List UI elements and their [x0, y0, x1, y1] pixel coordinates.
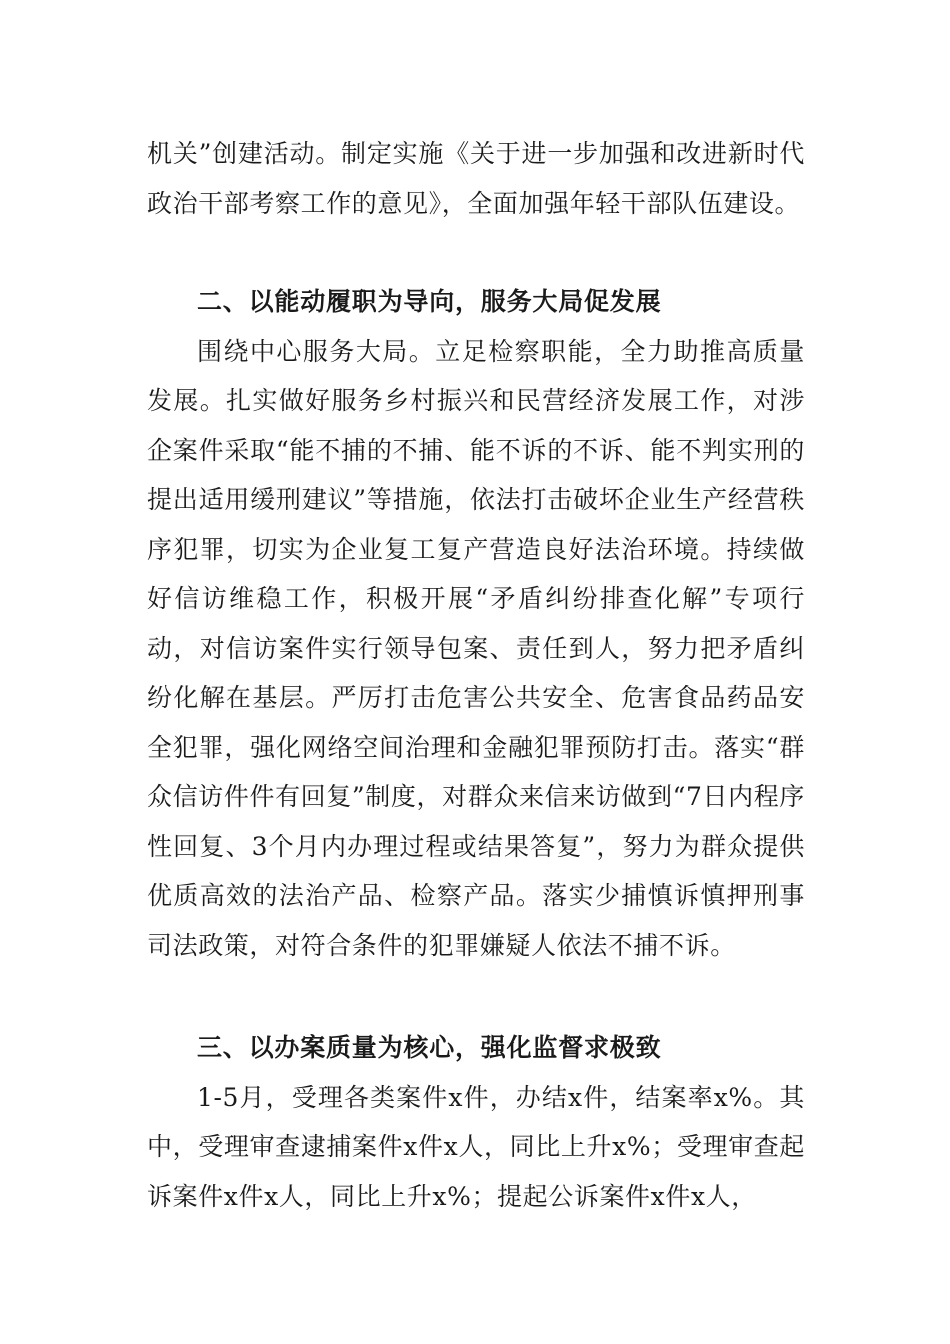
section-three	[147, 1023, 805, 1221]
continuation-block	[147, 129, 805, 228]
section-two-paragraph: 围绕中心服务大局。立足检察职能，全力助推高质量发展。扎实做好服务乡村振兴和民营经济发展工作，对涉企案件采取“能不捕的不捕、能不诉的不诉、能不判实刑的提出适用缓刑建议”等措施，依法打击破坏企业生产经营秩序犯罪，切实为企业复工复产营造良好法治环境。持续做好信访维稳工作，积极开展“矛盾纠纷排查化解”专项行动，对信访案件实行领导包案、责任到人，努力把矛盾纠纷化解在基层。严厉打击危害公共安全、危害食品药品安全犯罪，强化网络空间治理和金融犯罪预防打击。落实“群众信访件件有回复”制度，对群众来信来访做到“7日内程序性回复、3个月内办理过程或结果答复”，努力为群众提供优质高效的法治产品、检察产品。落实少捕慎诉慎押刑事司法政策，对符合条件的犯罪嫌疑人依法不捕不诉。	[147, 336, 805, 960]
section-three-heading: 三、以办案质量为核心，强化监督求极致	[197, 1033, 662, 1062]
continuation-paragraph: 机关”创建活动。制定实施《关于进一步加强和改进新时代政治干部考察工作的意见》，全面加强年轻干部队伍建设。	[147, 139, 805, 218]
section-three-paragraph: 1-5月，受理各类案件x件，办结x件，结案率x%。其中，受理审查逮捕案件x件x人，同比上升x%；受理审查起诉案件x件x人，同比上升x%；提起公诉案件x件x人，	[147, 1082, 805, 1211]
section-two	[147, 277, 805, 970]
section-two-heading: 二、以能动履职为导向，服务大局促发展	[197, 287, 662, 316]
